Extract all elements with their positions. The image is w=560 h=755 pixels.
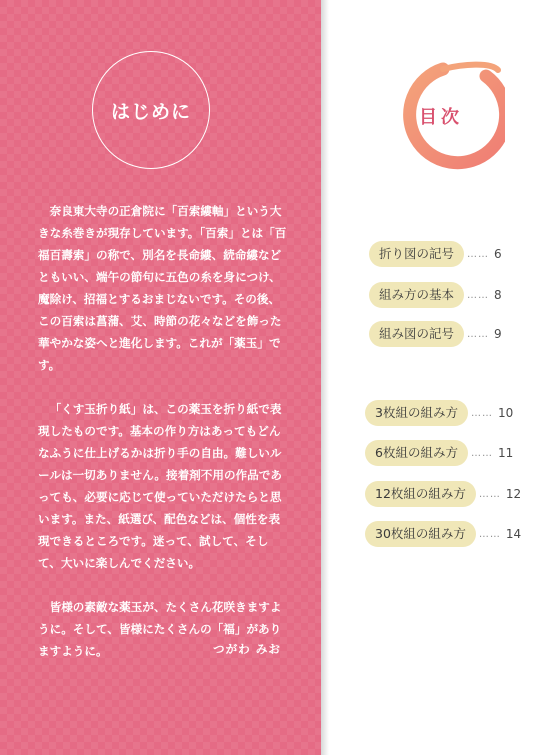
toc-page-number: 8 xyxy=(494,288,502,302)
toc-leader: …… xyxy=(470,407,493,419)
toc-page-number: 10 xyxy=(497,406,514,420)
toc-item-label: 組み方の基本 xyxy=(369,282,464,308)
toc-item-label: 6枚組の組み方 xyxy=(365,440,468,466)
toc-item[interactable] xyxy=(369,321,502,347)
toc-leader: …… xyxy=(478,528,501,540)
toc-item-label: 3枚組の組み方 xyxy=(365,400,468,426)
toc-page-number: 14 xyxy=(505,527,522,541)
toc-page-number: 6 xyxy=(494,247,502,261)
toc-item[interactable] xyxy=(365,481,521,507)
toc-item[interactable] xyxy=(369,241,502,267)
toc-item-label: 折り図の記号 xyxy=(369,241,464,267)
toc-page-number: 9 xyxy=(494,327,502,341)
author-name: つがわ みお xyxy=(212,642,281,656)
toc-leader: …… xyxy=(478,488,501,500)
toc-item-label: 30枚組の組み方 xyxy=(365,521,476,547)
toc-leader: …… xyxy=(467,328,490,340)
toc-leader: …… xyxy=(467,248,490,260)
toc-leader: …… xyxy=(467,289,490,301)
toc-leader: …… xyxy=(470,447,493,459)
toc-title-wrap xyxy=(401,76,481,156)
toc-item[interactable] xyxy=(369,282,502,308)
toc-item[interactable] xyxy=(365,400,513,426)
intro-paragraph: 奈良東大寺の正倉院に「百索縷軸」という大きな糸巻きが現存しています。「百索」とは「百福百壽索」の称で、別名を長命縷、続命縷などともいい、端午の節句に五色の糸を身につけ、魔除け、招福とするおまじないです。その後、この百索は菖蒲、艾、時節の花々などを飾った華やかな姿へと進化します。これが「薬玉」です。 xyxy=(38,204,287,372)
intro-paragraph: 「くす玉折り紙」は、この薬玉を折り紙で表現したものです。基本の作り方はあってもどんなふうに仕上げるかは折り手の自由。難しいルールは一切ありません。接着剤不用の作品であっても、必要に応じて使っていただけたらと思います。また、紙選び、配色などは、個性を表現できるところです。迷って、試して、そして、大いに楽しんでください。 xyxy=(38,402,282,570)
page-edge-shade xyxy=(321,0,329,755)
intro-text xyxy=(38,200,288,666)
toc-page-number: 11 xyxy=(497,446,514,460)
intro-paragraph: 皆様の素敵な薬玉が、たくさん花咲きますように。そして、皆様にたくさんの「福」がありますように。 xyxy=(38,600,282,658)
intro-title: はじめに xyxy=(110,100,191,123)
toc-item[interactable] xyxy=(365,440,513,466)
toc-page-number: 12 xyxy=(505,487,522,501)
intro-title-circle xyxy=(92,51,210,169)
toc-item[interactable] xyxy=(365,521,521,547)
toc-item-label: 12枚組の組み方 xyxy=(365,481,476,507)
toc-title: 目次 xyxy=(419,107,463,128)
toc-item-label: 組み図の記号 xyxy=(369,321,464,347)
